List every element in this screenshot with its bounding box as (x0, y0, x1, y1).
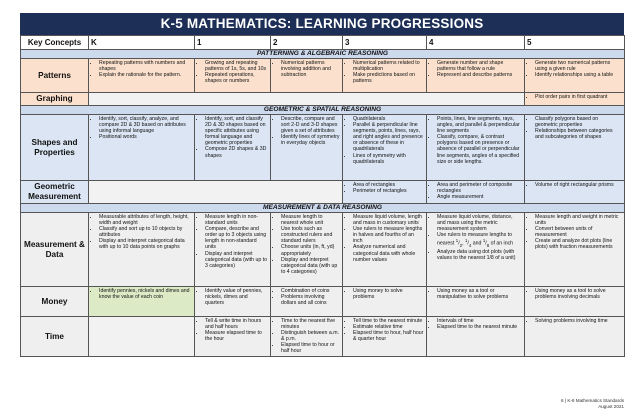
row-label-time: Time (21, 317, 89, 357)
cell-patterns-1 (195, 59, 271, 93)
header-grade-1: 1 (195, 36, 271, 50)
header-row (21, 36, 625, 50)
list-item: • Identify value of pennies, nickels, dimes and quarters (205, 288, 268, 306)
list-item: • Identify lines of symmetry in everyday objects (281, 134, 340, 146)
cell-patterns-2 (271, 59, 343, 93)
row-label-measurement-data: Measurement & Data (21, 213, 89, 287)
list-item: • Generate number and shape patterns that follow a rule (437, 60, 522, 72)
list-item: • Create and analyze dot plots (line plots) with fraction measurements (535, 238, 622, 250)
cell-measdata-2 (271, 213, 343, 287)
cell-measdata-4 (427, 213, 525, 287)
list-item: • Measure length to nearest whole unit (281, 214, 340, 226)
list-item: • Identify, sort, and classify 2D & 3D shapes based on specific attributes using formal language and geometric properties (205, 116, 268, 146)
cell-geomeas-5 (525, 181, 625, 204)
cell-measdata-5 (525, 213, 625, 287)
list-item: • Plot order pairs in first quadrant (535, 94, 622, 100)
list-item: • Identify relationships using a table (535, 72, 622, 78)
list-item: • Points, lines, line segments, rays, angles, and parallel & perpendicular line segments (437, 116, 522, 134)
list-item: • Perimeter of rectangles (353, 188, 424, 194)
section-patterning: PATTERNING & ALGEBRAIC REASONING (21, 50, 625, 59)
list-item: • Classify polygons based on geometric properties (535, 116, 622, 128)
list-item: • Repeated operations, shapes or numbers (205, 72, 268, 84)
list-item: • Display and interpret categorical data (with up to 3 categories) (205, 251, 268, 269)
cell-geomeas-empty (89, 181, 343, 204)
cell-graphing-empty (89, 93, 525, 106)
header-k: K (89, 36, 195, 50)
list-item: • Analyze numerical and categorical data with whole number values (353, 244, 424, 262)
list-item: • Repeating patterns with numbers and shapes (99, 60, 192, 72)
section-measurement: MEASUREMENT & DATA REASONING (21, 204, 625, 213)
header-grade-2: 2 (271, 36, 343, 50)
list-item: • Measure elapsed time to the hour (205, 330, 268, 342)
list-item: • Parallel & perpendicular line segments, points, lines, rays, and right angles and presence or absence of these in quadrilaterals (353, 122, 424, 152)
cell-measdata-3 (343, 213, 427, 287)
cell-time-2 (271, 317, 343, 357)
header-grade-4: 4 (427, 36, 525, 50)
cell-geomeas-4 (427, 181, 525, 204)
list-item: • Using money as a tool to solve problems involving decimals (535, 288, 622, 300)
list-item: • Compare, describe and order up to 3 objects using length in non-standard units (205, 226, 268, 250)
cell-shapes-5 (525, 115, 625, 181)
list-item: • Using money as a tool or manipulative to solve problems (437, 288, 522, 300)
section-row (21, 106, 625, 115)
cell-shapes-1 (195, 115, 271, 181)
row-label-geometric-measurement: Geometric Measurement (21, 181, 89, 204)
list-item: • Describe, compare and sort 2-D and 3-D shapes given a set of attributes (281, 116, 340, 134)
list-item: • Numerical patterns related to multiplication (353, 60, 424, 72)
list-item: • Solving problems involving time (535, 318, 622, 324)
list-item: • Classify, compare, & contrast polygons based on presence or absence of parallel or perpendicular line segments, angles of a specified size or side lengths. (437, 134, 522, 164)
list-item: • Tell & write time in hours and half hours (205, 318, 268, 330)
list-item: • Use rulers to measure lengths to nearest $^1/_2$, $^1/_4$ and $^1/_8$ of an inch (437, 232, 522, 249)
list-item: • Elapsed time to hour, half hour & quarter hour (353, 330, 424, 342)
list-item: • Elapsed time to hour or half hour (281, 342, 340, 354)
cell-measdata-1 (195, 213, 271, 287)
list-item: • Growing and repeating patterns of 1s, 5s, and 10s (205, 60, 268, 72)
row-patterns (21, 59, 625, 93)
list-item: • Intervals of time (437, 318, 522, 324)
footer-date: August 2021 (598, 403, 624, 409)
list-item: • Problems involving dollars and all coins (281, 294, 340, 306)
row-time (21, 317, 625, 357)
list-item: • Classify and sort up to 10 objects by attributes (99, 226, 192, 238)
list-item: • Display and interpret categorical data (with up to 4 categories) (281, 257, 340, 275)
header-grade-3: 3 (343, 36, 427, 50)
document-title: K-5 MATHEMATICS: LEARNING PROGRESSIONS (20, 13, 624, 35)
list-item: • Angle measurement (437, 194, 522, 200)
list-item: • Numerical patterns involving addition and subtraction (281, 60, 340, 78)
cell-patterns-3 (343, 59, 427, 93)
cell-geomeas-3 (343, 181, 427, 204)
cell-patterns-5 (525, 59, 625, 93)
list-item: • Area of rectangles (353, 182, 424, 188)
list-item: • Compose 2D shapes & 3D shapes (205, 146, 268, 158)
list-item: • Area and perimeter of composite rectangles (437, 182, 522, 194)
list-item: • Quadrilaterals (353, 116, 424, 122)
footer-page-label: 6 | K-8 Mathematics Standards (561, 398, 624, 403)
cell-money-1 (195, 287, 271, 317)
list-item: • Measure length in non-standard units (205, 214, 268, 226)
list-item: • Lines of symmetry with quadrilaterals (353, 153, 424, 165)
list-item: • Combination of coins (281, 288, 340, 294)
list-item: • Measure liquid volume, distance, and mass using the metric measurement system (437, 214, 522, 232)
progressions-table (20, 35, 625, 357)
row-label-money: Money (21, 287, 89, 317)
list-item: • Represent and describe patterns (437, 72, 522, 78)
cell-money-3 (343, 287, 427, 317)
list-item: • Use rulers to measure lengths in halves and fourths of an inch (353, 226, 424, 244)
list-item: • Time to the nearest five minutes (281, 318, 340, 330)
cell-money-2 (271, 287, 343, 317)
list-item: • Measure length and weight in metric units (535, 214, 622, 226)
cell-time-1 (195, 317, 271, 357)
section-geometric: GEOMETRIC & SPATIAL REASONING (21, 106, 625, 115)
list-item: • Display and interpret categorical data with up to 10 data points on graphs (99, 238, 192, 250)
list-item: • Tell time to the nearest minute (353, 318, 424, 324)
cell-patterns-k (89, 59, 195, 93)
list-item: • Make predictions based on patterns (353, 72, 424, 84)
list-item: • Generate two numerical patterns using a given rule (535, 60, 622, 72)
list-item: • Choose units (in, ft, yd) appropriately (281, 244, 340, 256)
list-item: • Relationships between categories and subcategories of shapes (535, 128, 622, 140)
cell-measdata-k (89, 213, 195, 287)
cell-time-4 (427, 317, 525, 357)
row-geometric-measurement (21, 181, 625, 204)
list-item: • Measurable attributes of length, height, width and weight (99, 214, 192, 226)
cell-time-3 (343, 317, 427, 357)
list-item: • Measure liquid volume, length and mass in customary units (353, 214, 424, 226)
cell-time-k-empty (89, 317, 195, 357)
cell-shapes-3 (343, 115, 427, 181)
list-item: • Explain the rationale for the pattern. (99, 72, 192, 78)
list-item: • Convert between units of measurement (535, 226, 622, 238)
list-item: • Using money to solve problems (353, 288, 424, 300)
row-shapes (21, 115, 625, 181)
list-item: • Elapsed time to the nearest minute (437, 324, 522, 330)
cell-shapes-4 (427, 115, 525, 181)
cell-shapes-2 (271, 115, 343, 181)
row-label-shapes: Shapes and Properties (21, 115, 89, 181)
cell-graphing-5 (525, 93, 625, 106)
header-key-concepts: Key Concepts (21, 36, 89, 50)
row-money (21, 287, 625, 317)
header-grade-5: 5 (525, 36, 625, 50)
progressions-page (20, 13, 624, 357)
list-item: • Estimate relative time (353, 324, 424, 330)
list-item: • Volume of right rectangular prisms (535, 182, 622, 188)
row-measurement-data (21, 213, 625, 287)
section-row (21, 204, 625, 213)
cell-time-5 (525, 317, 625, 357)
row-graphing (21, 93, 625, 106)
list-item: • Use tools such as constructed rulers and standard rulers (281, 226, 340, 244)
page-footer (561, 398, 624, 409)
cell-money-4 (427, 287, 525, 317)
row-label-patterns: Patterns (21, 59, 89, 93)
cell-money-5 (525, 287, 625, 317)
list-item: • Identify pennies, nickels and dimes and know the value of each coin (99, 288, 192, 300)
list-item: • Identify, sort, classify, analyze, and compare 2D & 3D based on attributes using informal language (99, 116, 192, 134)
cell-money-k (89, 287, 195, 317)
list-item: • Analyze data using dot plots (with values to the nearest 1/8 of a unit) (437, 249, 522, 261)
cell-shapes-k (89, 115, 195, 181)
list-item: • Positional words (99, 134, 192, 140)
list-item: • Distinguish between a.m. & p.m. (281, 330, 340, 342)
row-label-graphing: Graphing (21, 93, 89, 106)
section-row (21, 50, 625, 59)
cell-patterns-4 (427, 59, 525, 93)
